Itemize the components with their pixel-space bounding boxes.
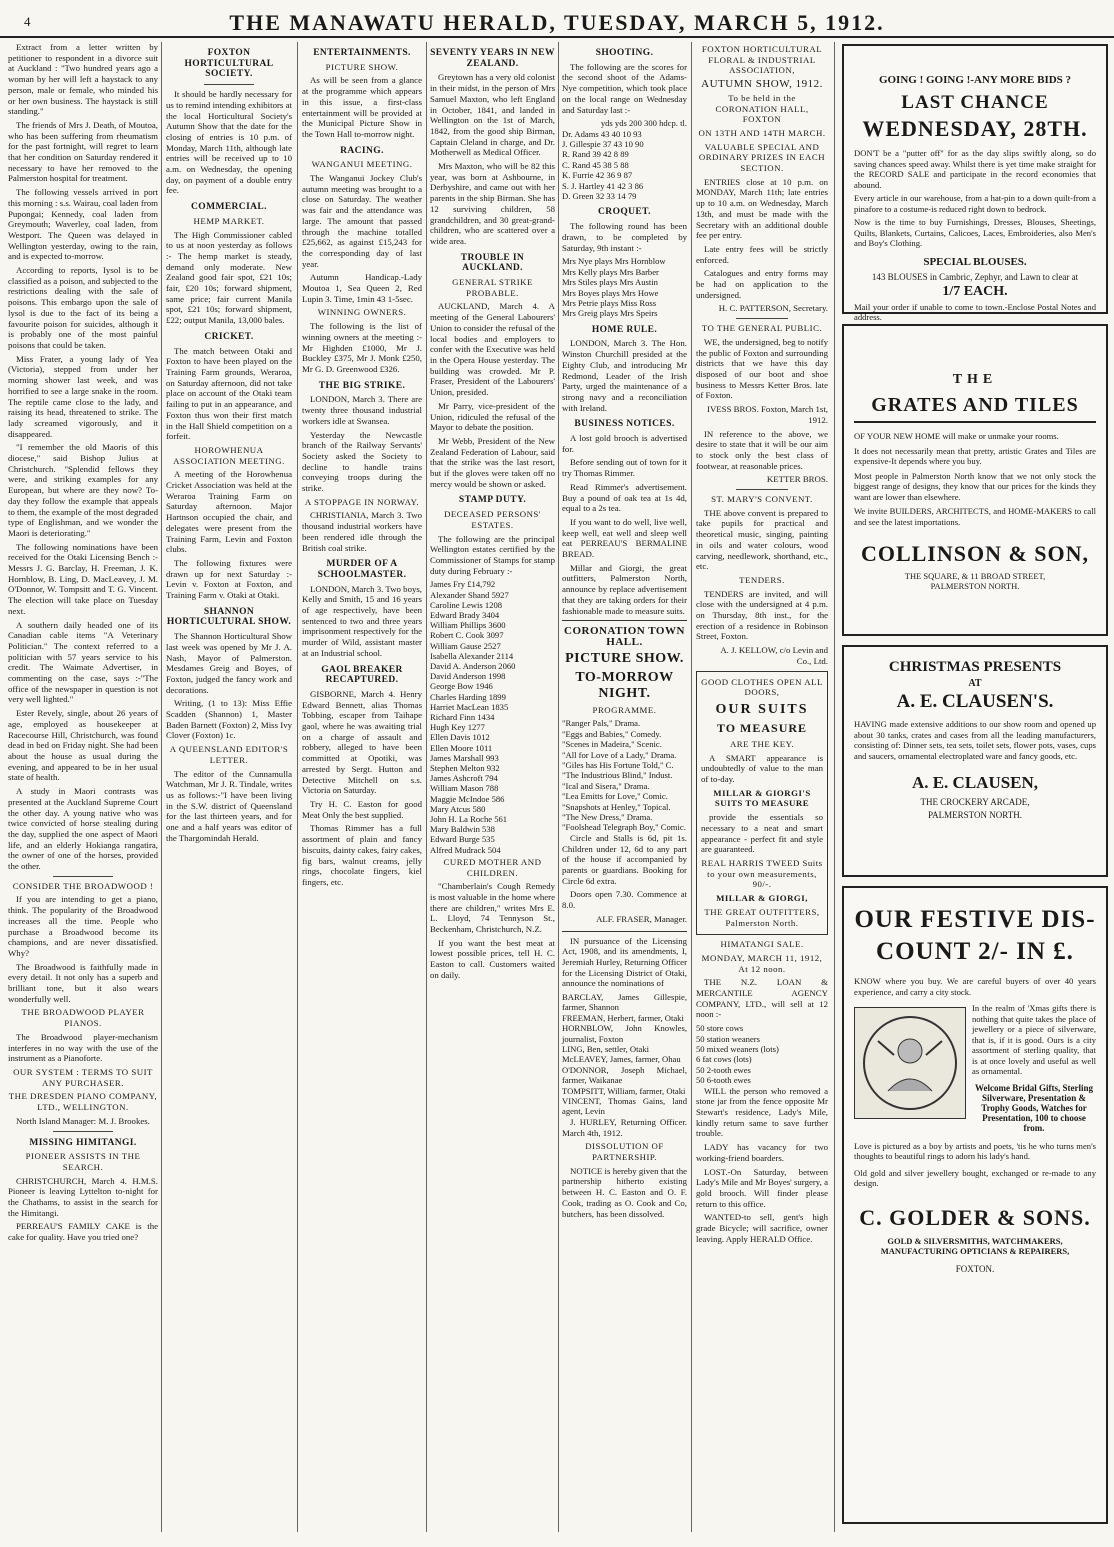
list-item: 50 2-tooth ewes — [696, 1064, 751, 1075]
column-2 — [166, 42, 292, 1532]
ad-title: CORONATION TOWN HALL. — [564, 625, 685, 648]
paragraph: If you want to do well, live well, keep well, eat well and sleep well eat PERREAU'S BERMALINE BREAD. — [562, 516, 687, 560]
newspaper-title: THE MANAWATU HERALD, TUESDAY, MARCH 5, 1912. — [229, 10, 885, 35]
paragraph: Yesterday the Newcastle branch of the Railway Servants' Society asked the Society to decline to handle trains conveying troops during the strike. — [302, 429, 422, 494]
paragraph: The following fixtures were drawn up for next Saturday :- Levin v. Foxton at Foxton, and Training Farm v. Otaki at Otaki. — [166, 557, 292, 601]
ad-text: Now is the time to buy Furnishings, Dresses, Blouses, Sheetings, Quilts, Blankets, Curtains, Calicoes, Laces, Embroideries, also Men's and Boy's Clothing. — [854, 217, 1096, 248]
heading: CRICKET. — [204, 331, 254, 342]
paragraph: Writing, (1 to 13): Miss Effie Scadden (Shannon) 1, Master Baden Barnett (Foxton) 2, Miss Ivy Clover (Foxton) 1c. — [166, 698, 292, 741]
paragraph: TENDERS are invited, and will close with the undersigned at 4 p.m. on Thursday, 8th inst., for the erection of a residence in Robinson Street, Foxton. — [696, 588, 828, 642]
list-item: James Marshall 993 — [430, 752, 499, 763]
ad-text: We invite BUILDERS, ARCHITECTS, and HOME-MAKERS to call and see the latest importations. — [854, 506, 1096, 527]
paragraph: VALUABLE SPECIAL AND ORDINARY PRIZES IN EACH SECTION. — [698, 141, 826, 174]
ad-subtitle: PROGRAMME. — [592, 704, 657, 715]
ad-line: PALMERSTON NORTH. — [928, 810, 1022, 820]
paragraph: IN reference to the above, we desire to state that it will be our aim to stock only the best class of footwear, at reasonable prices. — [696, 428, 828, 471]
heading: THE BIG STRIKE. — [318, 380, 406, 391]
table-row: S. J. Hartley 41 42 3 86 — [562, 180, 644, 191]
ad-line: ARE THE KEY. — [729, 738, 795, 749]
list-item: Alfred Mudrack 504 — [430, 844, 501, 855]
heading: COMMERCIAL. — [191, 202, 267, 213]
paragraph: The following are the principal Wellington estates certified by the Commissioner of Stamps for stamp duty during February :- — [430, 533, 555, 576]
ad-line: 143 BLOUSES in Cambric, Zephyr, and Lawn to clear at — [871, 271, 1079, 282]
subheading: PIONEER ASSISTS IN THE SEARCH. — [25, 1151, 141, 1172]
croquet-list — [562, 256, 687, 318]
paragraph: Ester Revely, single, about 26 years of age, employed as housekeeper at Racecourse Hill, Christchurch, was found dead in bed on Friday night. She had been about the house as usual during the evening, and appeared to be in her usual state of health. — [8, 708, 158, 783]
list-item: Mrs Nye plays Mrs Hornblow — [562, 256, 666, 267]
lots-list — [696, 1023, 828, 1085]
column-3 — [302, 42, 422, 1532]
list-item: Harriet MacLean 1835 — [430, 701, 509, 712]
paragraph: Catalogues and entry forms may be had on application to the undersigned. — [696, 268, 828, 300]
heading: TROUBLE IN AUCKLAND. — [460, 252, 525, 274]
paragraph: Extract from a letter written by petitioner to respondent in a divorce suit at Auckland : "Two hundred years ago a woman by her will left a haystack to any person, male or female, who minded his or her own business. The haystack is still standing." — [8, 42, 158, 117]
subheading: HEMP MARKET. — [193, 215, 265, 226]
heading: CONSIDER THE BROADWOOD ! — [12, 880, 154, 891]
paragraph: GISBORNE, March 4. Henry Edward Bennett, alias Thomas Tobbing, escaper from Taihape gaol, where he was awaiting trial on a charge of assault and robbery, alleged to have been committed at Opotiki, was arrested by Sergt. Hutton and Detective Mitchell on s.s. Victoria on Saturday. — [302, 688, 422, 796]
ad-headline: COLLINSON & SON, — [860, 541, 1090, 566]
paragraph: If you are intending to get a piano, think. The popularity of the Broadwood increases all the time. People who purchase a Broadwood become its champions, and are never dissatisfied. Why? — [8, 894, 158, 958]
paragraph: Before sending out of town for it try Thomas Rimmer. — [562, 457, 687, 479]
heading: STAMP DUTY. — [458, 495, 527, 506]
ad-headline: CHRISTMAS PRESENTS — [888, 659, 1062, 675]
page-number: 4 — [24, 14, 31, 29]
heading: TO THE GENERAL PUBLIC. — [701, 323, 823, 334]
list-item: LING, Ben, settler, Otaki — [562, 1044, 650, 1055]
list-item: "Foolshead Telegraph Boy," Comic. — [562, 822, 686, 833]
ad-line: SPECIAL BLOUSES. — [923, 255, 1027, 268]
paragraph: Greytown has a very old colonist in their midst, in the person of Mrs Samuel Maxton, who left England in October, 1841, and landed in Wellington on the 1st of March, 1842, from the good ship Birman, Captain Cleland in charge, and Dr. Motherwell as Medical Officer. — [430, 72, 555, 158]
ad-line: MILLAR & GIORGI, — [716, 893, 808, 904]
ad-line: GOING ! GOING !-ANY MORE BIDS ? — [878, 74, 1072, 86]
table-row: Dr. Adams 43 40 10 93 — [562, 128, 642, 139]
scores-table — [562, 118, 687, 201]
paragraph: IVESS BROS. Foxton, March 1st, 1912. — [707, 404, 828, 425]
divider — [53, 876, 113, 877]
estates-list — [430, 579, 555, 854]
paragraph: LONDON, March 3. There are twenty three thousand industrial workers idle at Swansea. — [302, 394, 422, 426]
ad-text: Love is pictured as a boy by artists and poets, 'tis he who turns men's thoughts to beautiful rings to adorn his lady's hand. — [854, 1140, 1096, 1161]
list-item: John H. La Roche 561 — [430, 814, 508, 825]
grates-tiles-ad — [842, 324, 1108, 636]
ad-headline: TO MEASURE — [716, 720, 808, 735]
ad-headline: PICTURE SHOW. — [565, 650, 684, 666]
paragraph: IN pursuance of the Licensing Act, 1908, and its amendments, I, Jeremiah Hurley, Returning Officer for the Licensing District of Otaki, announce the nominations of — [562, 935, 687, 989]
list-item: FREEMAN, Herbert, farmer, Otaki — [562, 1012, 684, 1023]
paragraph: The Wanganui Jockey Club's autumn meeting was brought to a close on Saturday. The weather was fair and the attendance was large. The amount that passed through the machine totalled £25,662, as against £15,243 for the corresponding day of last year. — [302, 173, 422, 269]
ad-line: THE SQUARE, & 11 BROAD STREET, PALMERSTON NORTH. — [904, 571, 1046, 591]
suits-ad — [696, 671, 828, 936]
ad-line: GOLD & SILVERSMITHS, WATCHMAKERS, MANUFACTURING OPTICIANS & REPAIRERS, — [880, 1235, 1070, 1256]
list-item: BARCLAY, James Gillespie, farmer, Shannon — [562, 992, 687, 1013]
list-item: James Ashcroft 794 — [430, 773, 498, 784]
ad-line: THE — [952, 372, 998, 387]
heading: CROQUET. — [598, 207, 651, 218]
heading: RACING. — [340, 145, 384, 156]
paragraph: The Broadwood is faithfully made in every detail. It not only has a superb and brilliant tone, but it also wears wonderfully well. — [8, 961, 158, 1004]
paragraph: Millar and Giorgi, the great outfitters, Palmerston North, announce by replace advertisement that they are taking orders for their fashionable made to measure suits. — [562, 562, 687, 616]
divider — [53, 1131, 113, 1132]
paragraph: Thomas Rimmer has a full assortment of plain and fancy biscuits, dainty cakes, fairy cakes, fig bars, walnut creams, jelly rings, chocolate fingers, kiel fingers, etc. — [302, 823, 422, 887]
subheading: WANGANUI MEETING. — [311, 159, 413, 170]
clausen-ad — [842, 645, 1108, 877]
ad-text: It does not necessarily mean that pretty, artistic Grates and Tiles are expensive-It depends where you buy. — [854, 445, 1096, 466]
paragraph: NOTICE is hereby given that the partnership hitherto existing between H. C. Easton and O. F. Cook, trading as O. Cook and Co, butchers, has been dissolved. — [562, 1165, 687, 1219]
paragraph: A study in Maori contrasts was presented at the Auckland Supreme Court the other day. A young native who was twice convicted of horse stealing during the day, supplied the one aspect of Maori life, and an elderly Hokianga rangatira, the owner of one of the horses, provided the other. — [8, 786, 158, 872]
paragraph: LONDON, March 3. Two boys, Kelly and Smith, 15 and 16 years of age respectively, have been sentenced to two and three years imprisonment respectively for the murder of Wild, assistant master at an Industrial school. — [302, 583, 422, 658]
paragraph: MONDAY, MARCH 11, 1912, At 12 noon. — [701, 952, 823, 974]
list-item: Mrs Stiles plays Mrs Austin — [562, 277, 658, 288]
ad-headline: LAST CHANCE — [901, 92, 1049, 113]
collinson-cunninghame-ad — [842, 44, 1108, 322]
table-row: C. Rand 45 38 5 88 — [562, 159, 629, 170]
heading: FOXTON HORTICULTURAL FLORAL & INDUSTRIAL ASSOCIATION, — [701, 44, 823, 76]
subheading: A QUEENSLAND EDITOR'S LETTER. — [169, 744, 289, 765]
column-1 — [8, 42, 158, 1532]
list-item: William Phillips 3600 — [430, 620, 506, 631]
list-item: Mrs Petrie plays Miss Ross — [562, 297, 657, 308]
paragraph: "Chamberlain's Cough Remedy is most valuable in the home where there are children," writes Mrs E. L. Lloyd, 74 Tennyson St., Beckenham, Christchurch, N.Z. — [430, 881, 555, 935]
ad-line: THE GREAT OUTFITTERS, Palmerston North. — [704, 906, 820, 928]
table-row: K. Furrie 42 36 9 87 — [562, 170, 633, 181]
paragraph: THE above convent is prepared to take pupils for practical and theoretical music, singing, painting in oils and water colours, wood carving, needlework, shorthand, etc., etc. — [696, 507, 828, 572]
paragraph: CHRISTIANIA, March 3. Two thousand industrial workers have been rendered idle through the British coal strike. — [302, 510, 422, 553]
list-item: Ellen Moore 1011 — [430, 742, 493, 753]
ad-text: KNOW where you buy. We are careful buyers of over 40 years experience, and carry a city stock. — [854, 976, 1096, 997]
list-item: O'DONNOR, Joseph Michael, farmer, Waikanae — [562, 1064, 687, 1086]
masthead — [0, 0, 1114, 38]
list-item: Robert C. Cook 3097 — [430, 630, 504, 641]
heading: GAOL BREAKER RECAPTURED. — [321, 664, 403, 686]
list-item: "Ical and Sisera," Drama. — [562, 780, 650, 791]
list-item: Mary Baldwin 538 — [430, 824, 495, 835]
paragraph: KETTER BROS. — [766, 474, 828, 485]
paragraph: The High Commissioner cabled to us at noon yesterday as follows :- The hemp market is steady, demand only moderate. New Zealand good fair spot, £21 10s; fair, £20 10s; forward shipment, same price; fair current Manila spot, £21 10s; forward shipment, £22; output Manila, 13,000 bales. — [166, 229, 292, 326]
ad-text: DON'T be a "putter off" for as the day slips swiftly along, so do saving chances speed away. Whilst there is yet time make straight for the RECORD SALE and participate in the record economies that abound. — [854, 148, 1096, 190]
list-item: "Ranger Pals," Drama. — [562, 718, 641, 729]
subheading: DISSOLUTION OF PARTNERSHIP. — [585, 1141, 664, 1162]
column-5 — [562, 42, 687, 1532]
heading: HIMATANGI SALE. — [720, 939, 804, 950]
list-item: George Bow 1946 — [430, 681, 493, 692]
list-item: Stephen Melton 932 — [430, 763, 500, 773]
paragraph: A. J. KELLOW, c/o Levin and Co., Ltd. — [720, 645, 828, 666]
ad-headline: A. E. CLAUSEN, — [911, 773, 1039, 792]
list-item: Mrs Greig plays Mrs Speirs — [562, 308, 658, 319]
subheading: WINNING OWNERS. — [317, 307, 407, 318]
paragraph: As will be seen from a glance at the programme which appears in this issue, a first-class entertainment will be provided at the Municipal Picture Show in the Town Hall to-morrow night. — [302, 75, 422, 139]
nominations-list — [562, 992, 687, 1117]
list-item: Charles Harding 1899 — [430, 691, 506, 702]
paragraph: "I remember the old Maoris of this diocese," said Bishop Julius at Christchurch. "Splendid fellows they were, and striking examples for any European, but where are they now? To-day they follow the example that appeals to them, the example of the most degraded type of Englishman, and we wonder the Maori is deteriorating." — [8, 442, 158, 538]
heading: SHOOTING. — [595, 48, 654, 58]
paragraph: ALF. FRASER, Manager. — [596, 913, 687, 924]
table-row: D. Green 32 33 14 79 — [562, 191, 637, 202]
paragraph: The Shannon Horticultural Show last week was opened by Mr J. A. Nash, Mayor of Palmerston. Mesdames Greig and Boyes, of Foxton, judged the fancy work and decorations. — [166, 631, 292, 695]
paragraph: LADY has vacancy for two working-friend boarders. — [696, 1142, 828, 1163]
paragraph: PERREAU'S FAMILY CAKE is the cake for quality. Have you tried one? — [8, 1221, 158, 1243]
heading: THE BROADWOOD PLAYER PIANOS. — [21, 1007, 145, 1029]
column-6 — [696, 42, 828, 1532]
list-item: William Gause 2527 — [430, 640, 501, 651]
ad-headline: WEDNESDAY, 28TH. — [862, 116, 1088, 141]
list-item: 50 store cows — [696, 1023, 744, 1034]
list-item: "Giles has His Fortune Told," C. — [562, 760, 674, 771]
paragraph: A meeting of the Horowhenua Cricket Association was held at the Weraroa Training Farm on Saturday afternoon. Major Hartnson occupied the chair, and delegates were present from the Training Farm, Levin and Foxton clubs. — [166, 469, 292, 555]
paragraph: Try H. C. Easton for good Meat Only the best supplied. — [302, 799, 422, 820]
paragraph: According to reports, Iysol is to be classified as a poison, and subjected to the restrictions dealing with the sale of poisons. This embargo upon the sale of lysol is due to the fact of its being a favourite poison for suicides, although it is probably one of the most painful poisons that could be taken. — [8, 265, 158, 350]
ad-text: Old gold and silver jewellery bought, exchanged or re-made to any design. — [854, 1167, 1096, 1188]
subheading: PICTURE SHOW. — [325, 61, 399, 72]
subheading: CURED MOTHER AND CHILDREN. — [443, 856, 542, 878]
paragraph: THE N.Z. LOAN & MERCANTILE AGENCY COMPANY, LTD., will sell at 12 noon :- — [696, 977, 828, 1020]
paragraph: AUCKLAND, March 4. A meeting of the General Labourers' Union to consider the refusal of the local bodies and employers to confer with the Executive was held in the Opera House yesterday. The building was crowded. Mr P. Fraser, President of the Labourers' Union, presided. — [430, 301, 555, 398]
heading: HOME RULE. — [591, 324, 658, 335]
list-item: Mrs Kelly plays Mrs Barber — [562, 266, 659, 277]
paragraph: H. C. PATTERSON, Secretary. — [718, 303, 828, 314]
list-item: David Anderson 1998 — [430, 671, 506, 682]
list-item: Ellen Davis 1012 — [430, 732, 490, 743]
gift-picture — [854, 1007, 966, 1119]
paragraph: The following round has been drawn, to be completed by Saturday, 9th instant :- — [562, 221, 687, 253]
divider — [736, 318, 789, 319]
table-header: yds yds 200 300 hdcp. tl. — [600, 118, 687, 129]
ad-text: OF YOUR NEW HOME will make or unmake your rooms. — [854, 431, 1059, 441]
list-item: David A. Anderson 2060 — [430, 660, 516, 671]
heading: MURDER OF A SCHOOLMASTER. — [317, 559, 407, 580]
golder-ad — [842, 886, 1108, 1524]
column-rule — [691, 42, 692, 1532]
ad-text: In the realm of 'Xmas gifts there is nothing that quite takes the place of jewellery or a piece of silverware, that is, if it is good. Ours is a city assortment of sterling quality, that is at once lovely and useful as well as ornamental. — [972, 1003, 1096, 1076]
paragraph: Doors open 7.30. Commence at 8.0. — [562, 889, 687, 911]
subheading: HOROWHENUA ASSOCIATION MEETING. — [173, 444, 285, 466]
heading: BUSINESS NOTICES. — [574, 419, 675, 430]
paragraph: The friends of Mrs J. Death, of Moutoa, who has been suffering from rheumatism for the past fortnight, will regret to learn that her condition on Saturday rendered it necessary to have her removed to the Palmerston hospital for treatment. — [8, 119, 158, 184]
heading: FOXTON HORTICULTURAL SOCIETY. — [184, 48, 274, 80]
paragraph: A southern daily headed one of its Canadian cable items "A Veterinary Politician." The context referred to a politician with 57 years service to his credit. The Waimate Advertiser, in commenting on the case, says :-"The office of the newspaper in question is not very well lighted." — [8, 619, 158, 705]
paragraph: provide the essentials so necessary to a neat and smart appearance - perfect fit and style are guaranteed. — [701, 812, 823, 855]
table-row: R. Rand 39 42 8 89 — [562, 149, 629, 160]
paragraph: It should be hardly necessary for us to remind intending exhibitors at the local Horticultural Society's Autumn Show that the date for the closing of entries is 10 p.m. of Monday, March 11th, although late entries will be received up to 10 a.m. on Wednesday, the opening day, on payment of a double entry fee. — [166, 89, 292, 196]
divider — [736, 489, 789, 490]
paragraph: A lost gold brooch is advertised for. — [562, 433, 687, 454]
paragraph: LOST.-On Saturday, between Lady's Mile and Mr Boyes' surgery, a gold brooch. Will finder please return to this office. — [696, 1166, 828, 1209]
paragraph: ENTRIES close at 10 p.m. on MONDAY, March 11th; late entries up to 10 a.m. on Wednesday, March 13th, and must be made with the Secretary with an additional double fee per entry. — [696, 176, 828, 241]
paragraph: J. HURLEY, Returning Officer. March 4th, 1912. — [562, 1116, 687, 1138]
heading: ST. MARY'S CONVENT. — [711, 494, 813, 505]
heading: AUTUMN SHOW, 1912. — [701, 78, 823, 91]
heading: ENTERTAINMENTS. — [313, 48, 411, 58]
paragraph: The editor of the Cunnamulla Watchman, Mr J. R. Tindale, writes us as follows:-"I have been living in the S.W. district of Queensland for the last thirteen years, and for one and a half years was editor of the Thargomindah Herald. — [166, 768, 292, 843]
list-item: Alexander Shand 5927 — [430, 589, 509, 600]
ad-headline: COUNT 2/- IN £. — [876, 938, 1074, 965]
list-item: "Scenes in Madeira," Scenic. — [562, 739, 662, 750]
paragraph: Circle and Stalls is 6d, pit 1s. Children under 12, 6d to any part of the house if accompanied by parents or guardians. Booking for Circle 6d extra. — [562, 832, 687, 886]
paragraph: Read Rimmer's advertisement. Buy a pound of oak tea at 1s 4d, equal to a 2s tea. — [562, 481, 687, 514]
ad-headline: TO-MORROW NIGHT. — [575, 669, 674, 701]
list-item: VINCENT, Thomas Gains, land agent, Levin — [562, 1096, 687, 1117]
table-row: J. Gillespie 37 43 10 90 — [562, 139, 644, 150]
list-item: 6 fat cows (lots) — [696, 1054, 752, 1065]
list-item: Hugh Key 1277 — [430, 722, 485, 733]
list-item: "Lea Emitts for Love," Comic. — [562, 791, 668, 802]
ad-headline: OUR FESTIVE DIS- — [854, 906, 1096, 933]
column-rule — [834, 42, 835, 1532]
paragraph: Mr Webb, President of the New Zealand Federation of Labour, said that the strike was the last resort, but if the gloves were taken off no mercy would be shown or asked. — [430, 435, 555, 489]
ad-body — [844, 997, 1106, 1133]
paragraph: CHRISTCHURCH, March 4. H.M.S. Pioneer is leaving Lyttelton to-night for the Chathams, to assist in the search for the Himitangi. — [8, 1175, 158, 1218]
column-rule — [297, 42, 298, 1532]
divider — [204, 84, 254, 85]
ad-headline: GRATES AND TILES — [854, 394, 1096, 423]
ad-line: 1/7 EACH. — [942, 283, 1008, 299]
heading: THE DRESDEN PIANO COMPANY, LTD., WELLINGTON. — [8, 1091, 158, 1113]
list-item: Isabella Alexander 2114 — [430, 650, 514, 661]
ad-line: THE CROCKERY ARCADE, — [920, 797, 1030, 807]
paragraph: Mr Parry, vice-president of the Union, ridiculed the refusal of the Mayor to debate the position. — [430, 400, 555, 433]
paragraph: The following is the list of winning owners at the meeting :- Mr Highden £1000, Mr J. Buckley £375, Mr J. Monk £250, Mr G. D. Greenwood £326. — [302, 321, 422, 374]
programme-list — [562, 718, 687, 832]
column-4 — [430, 42, 555, 1532]
list-item: William Mason 788 — [430, 783, 499, 794]
column-rule — [558, 42, 559, 1532]
heading: SHANNON HORTICULTURAL SHOW. — [166, 606, 292, 628]
paragraph: Miss Frater, a young lady of Yea (Victoria), stepped from under her morning shower last week, and was horrified to see a large snake in the room. The reptile came close to the lady, and raising its head, threatened to strike. The lady screamed vigorously, and it disappeared. — [8, 353, 158, 439]
paragraph: Late entry fees will be strictly enforced. — [696, 243, 828, 265]
subheading: GENERAL STRIKE PROBABLE. — [452, 277, 533, 298]
list-item: Mary Atcus 580 — [430, 803, 486, 814]
list-item: Edward Brady 3404 — [430, 609, 500, 620]
ad-headline: OUR SUITS — [715, 701, 809, 717]
ad-text: Most people in Palmerston North know that we not only stock the biggest range of designs, they know that our prices for the kinds they want are lower than elsewhere. — [854, 470, 1096, 502]
list-item: 50 mixed weaners (lots) — [696, 1043, 779, 1054]
column-rule — [161, 42, 162, 1532]
list-item: HORNBLOW, John Knowles, journalist, Foxton — [562, 1023, 687, 1044]
cupid-illustration-icon — [858, 1011, 962, 1115]
list-item: "Eggs and Babies," Comedy. — [562, 728, 662, 739]
paragraph: North Island Manager: M. J. Brookes. — [16, 1115, 150, 1126]
list-item: "The Industrious Blind," Indust. — [562, 770, 673, 781]
paragraph: The following are the scores for the second shoot of the Adams-Nye competition, which took place on the local range on Wednesday and Saturday last :- — [562, 61, 687, 115]
ad-line: GOOD CLOTHES OPEN ALL DOORS, — [701, 676, 823, 698]
paragraph: WILL the person who removed a stone jar from the fence opposite Mr Stewart's residence, Lady's Mile, kindly return same to save further trouble. — [696, 1085, 828, 1139]
ad-headline: C. GOLDER & SONS. — [859, 1204, 1091, 1230]
ad-text: Mail your order if unable to come to town.-Enclose Postal Notes and address. — [854, 301, 1096, 322]
list-item: Maggie McIndoe 586 — [430, 793, 505, 804]
picture-show-ad — [562, 620, 687, 931]
list-item: McLEAVEY, James, farmer, Ohau — [562, 1054, 681, 1065]
paragraph: Mrs Maxton, who will be 82 this year, was born at Ashbourne, in Derbyshire, and came out with her parents in the ship Birman. She has 12 surviving children, 58 grandchildren, and 30 great-grand-children, who are scattered over a wide area. — [430, 161, 555, 246]
list-item: 50 6-tooth ewes — [696, 1075, 751, 1086]
paragraph: The match between Otaki and Foxton to have been played on the Training Farm grounds, Weraroa, on Saturday afternoon, did not take place on account of the Otaki team failing to put in an appearance, and Foxton thus won their first match in the Hall Shield competition on a forfeit. — [166, 345, 292, 442]
list-item: "Snapshots at Henley," Topical. — [562, 801, 671, 812]
list-item: Edward Burge 535 — [430, 834, 495, 845]
ad-highlight: Welcome Bridal Gifts, Sterling Silverware, Presentation & Trophy Goods, Watches for Presentation, 100 to choose from. — [975, 1082, 1093, 1133]
paragraph: Autumn Handicap.-Lady Moutoa 1, Sea Queen 2, Red Lupin 3. Time, 1min 43 1-5sec. — [302, 272, 422, 304]
ad-line: AT — [968, 678, 982, 689]
subheading: DECEASED PERSONS' ESTATES. — [444, 509, 541, 530]
column-rule — [426, 42, 427, 1532]
paragraph: The Broadwood player-mechanism interferes in no way with the use of the instrument as a Pianoforte. — [8, 1031, 158, 1064]
paragraph: WANTED-to sell, gent's high grade Bicycle; will sacrifice, owner leaving. Apply HERALD Office. — [696, 1212, 828, 1244]
ad-line: MILLAR & GIORGI'S SUITS TO MEASURE — [713, 787, 811, 809]
list-item: "The New Dress," Drama. — [562, 812, 653, 823]
list-item: James Fry £14,792 — [430, 579, 496, 590]
list-item: Mrs Boyes plays Mrs Howe — [562, 287, 659, 298]
paragraph: A SMART appearance is undoubtedly of value to the man of to-day. — [701, 752, 823, 785]
list-item: "All for Love of a Lady," Drama. — [562, 749, 677, 760]
ad-line: FOXTON. — [955, 1263, 995, 1274]
heading: MISSING HIMITANGI. — [29, 1137, 137, 1148]
paragraph: LONDON, March 3. The Hon. Winston Churchill presided at the Eighty Club, and introducing Mr Redmond, Leader of the Irish Party, urged the maintenance of a strong navy and a reconciliation with Ireland. — [562, 338, 687, 413]
paragraph: ON 13TH AND 14TH MARCH. — [698, 127, 826, 138]
paragraph: The following vessels arrived in port this morning : s.s. Wairau, coal laden from Pupongai; Kennedy, coal laden from Greymouth; Waverley, coal laden, from Westport. The Queen was delayed in Wellington yesterday, owing to the rain, and is expected to-morrow. — [8, 187, 158, 262]
heading: OUR SYSTEM : TERMS TO SUIT ANY PURCHASER. — [13, 1066, 153, 1088]
paragraph: WE, the undersigned, beg to notify the public of Foxton and surrounding districts that we have this day disposed of our boot and shoe business to Messrs Ketter Bros. late of Foxton. — [696, 336, 828, 401]
heading: TENDERS. — [739, 574, 785, 585]
list-item: 50 station weaners — [696, 1033, 760, 1044]
paragraph: If you want the best meat at lowest possible prices, tell H. C. Easton to call. Customers waited on daily. — [430, 937, 555, 980]
list-item: Caroline Lewis 1208 — [430, 599, 503, 610]
ad-text: HAVING made extensive additions to our show room and opened up about 30 tanks, crates and cases from all the leading manufacturers, consisting of: Dinner sets, tea sets, toilet sets, flower pots, vases, cups and saucers, ornamental electroplated ware and fancy goods, etc. — [854, 719, 1096, 761]
subheading: A STOPPAGE IN NORWAY. — [304, 496, 420, 507]
ad-text: Every article in our warehouse, from a hat-pin to a down quilt-from a pinafore to a costume-is reduced right down to bedrock. — [854, 193, 1096, 214]
heading: SEVENTY YEARS IN NEW ZEALAND. — [430, 48, 555, 69]
ad-headline: A. E. CLAUSEN'S. — [896, 691, 1054, 712]
list-item: Richard Finn 1434 — [430, 711, 495, 722]
ad-line: REAL HARRIS TWEED Suits to your own measurements, 90/-. — [701, 858, 823, 890]
paragraph: The following nominations have been received for the Otaki Licensing Bench :-Messrs J. G. Barclay, H. Freeman, J. K. Hornblow, B. Ling, D. MacLeavey, J. M. O'Donnor, W. Tompsitt and T. G. Vincent. The election will take place on Tuesday next. — [8, 541, 158, 616]
paragraph: To be held in the CORONATION HALL, FOXTON — [715, 92, 809, 125]
list-item: TOMPSITT, William, farmer, Otaki — [562, 1085, 686, 1096]
